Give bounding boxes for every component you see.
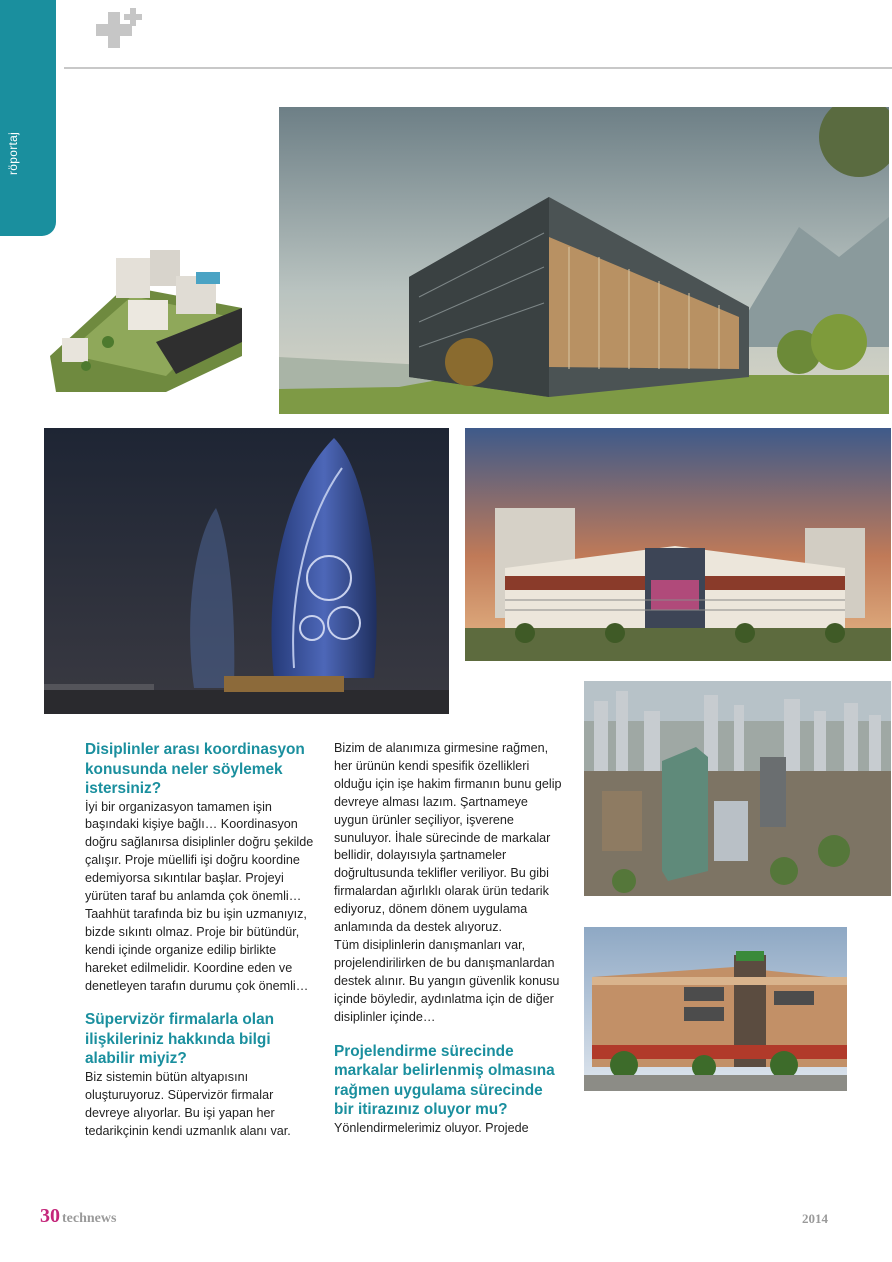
- answer-paragraph: Biz sistemin bütün altyapısını oluşturuyoruz. Süpervizör firmalar devreye alıyorlar. Bu işi yapan her tedarikçinin kendi uzmanlık alanı var.: [85, 1069, 291, 1138]
- text-column-2: [334, 740, 564, 1137]
- photo-city-aerial: [584, 681, 891, 896]
- text-column-1: [85, 740, 315, 1141]
- photo-mall-dusk: [465, 428, 891, 661]
- magazine-name: technews: [62, 1211, 117, 1226]
- header-rule: [64, 67, 892, 69]
- question-heading: Disiplinler arası koordinasyon konusunda neler söylemek istersiniz?: [85, 741, 305, 797]
- page-footer: [40, 1205, 116, 1228]
- photo-night-tower: [44, 428, 449, 714]
- answer-paragraph: Bizim de alanımıza girmesine rağmen, her ürünün kendi spesifik özellikleri olduğu için işe hakim firmanın bunu gelip devreye alması lazım. Şartnameye uygun ürünler seçiliyor, işverene sunuluyor. İhale sürecinde de markalar bellidir, dolayısıyla şartnameler doğrultusunda teklifler veriliyor. Bu gibi firmalardan ağırlıklı olarak ürün tedarik ediyoruz, dönem dönem uygulama anlamında da destek alıyoruz.: [334, 741, 562, 935]
- section-tab: [0, 0, 56, 236]
- photo-office-building: [279, 107, 889, 414]
- section-label: röportaj: [6, 131, 20, 175]
- page-number: 30: [40, 1205, 60, 1227]
- spacer: [85, 995, 315, 1010]
- answer-paragraph: Tüm disiplinlerin danışmanları var, projelendirilirken de bu danışmanlardan destek alınır. Bu yangın güvenlik konusu içinde böyledir, aydınlatma için de diğer disiplinler içinde…: [334, 937, 560, 1024]
- question-heading: Projelendirme sürecinde markalar belirlenmiş olmasına rağmen uygulama sürecinde bir itirazınız oluyor mu?: [334, 1042, 555, 1118]
- question-heading: Süpervizör firmalarla olan ilişkileriniz hakkında bilgi alabilir miyiz?: [85, 1011, 275, 1068]
- photo-retail-building: [584, 927, 847, 1091]
- answer-paragraph: İyi bir organizasyon tamamen işin başındaki kişiye bağlı… Koordinasyon doğru sağlanırsa disiplinler doğru şekilde çalışır. Proje müellifi işi doğru koordine edemiyorsa sıkıntılar başlar. Projeyi yürüten taraf bu anlamda çok önemli… Taahhüt tarafında biz bu işin uzmanıyız, bizde sıkıntı olmaz. Proje bir bütündür, kendi içinde organize edilip birlikte hareket edilmelidir. Koordine eden ve denetleyen tarafın durumu çok önemli…: [85, 799, 314, 993]
- issue-year: 2014: [802, 1211, 828, 1226]
- double-plus-icon: [82, 8, 146, 60]
- spacer: [334, 1027, 564, 1042]
- photo-residential-aerial: [46, 246, 244, 392]
- answer-paragraph: Yönlendirmelerimiz oluyor. Projede: [334, 1120, 529, 1135]
